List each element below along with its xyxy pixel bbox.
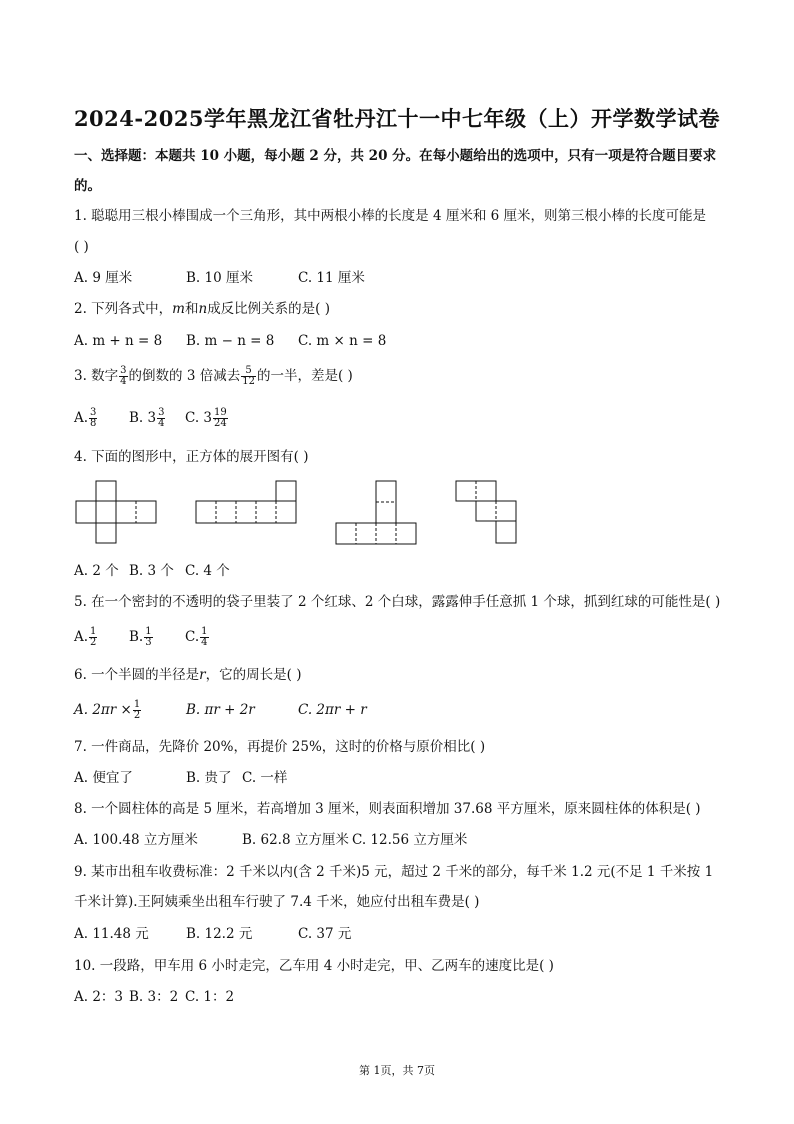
cube-net-1: [76, 481, 156, 543]
option-c: C. 一样: [242, 770, 288, 786]
question-2-text: 2. 下列各式中，m和n成反比例关系的是( ): [74, 301, 331, 317]
option-c: C. 37 元: [298, 926, 352, 942]
page-footer: 第 1页，共 7页: [359, 1064, 435, 1077]
option-c: C. $\frac{1}{4}$: [185, 626, 208, 648]
question-8-options: [74, 830, 467, 850]
question-2-options: [74, 331, 386, 351]
option-b: B. 贵了: [186, 770, 232, 786]
option-c: C. 12.56 立方厘米: [352, 832, 468, 848]
option-b: B. 3：2: [129, 989, 179, 1005]
page-title: 2024-2025学年黑龙江省牡丹江十一中七年级（上）开学数学试卷: [73, 106, 721, 131]
option-a: A. 100.48 立方厘米: [74, 832, 198, 848]
option-b: B. 10 厘米: [186, 270, 253, 286]
option-c: C. 11 厘米: [298, 270, 365, 286]
cube-nets-figure: [70, 478, 550, 548]
option-a: A. 2：3: [74, 989, 124, 1005]
option-c: C. 4 个: [185, 563, 230, 579]
option-a: A. $\frac{3}{8}$: [74, 407, 97, 429]
option-a: A. 2 个: [74, 563, 119, 579]
option-c: C. 3 $\frac{19}{24}$: [185, 407, 227, 429]
cube-net-4: [456, 481, 516, 543]
question-5-text: 5. 在一个密封的不透明的袋子里装了 2 个红球、2 个白球，露露伸手任意抓 1 个球，抓到红球的可能性是( ): [74, 594, 721, 610]
option-a: A. 便宜了: [74, 770, 133, 786]
option-b: B. $\frac{1}{3}$: [129, 626, 152, 648]
question-1-bracket: ( ): [74, 239, 89, 255]
option-c: C. 2πr + r: [298, 702, 367, 718]
question-6-options: [74, 700, 367, 721]
question-3-options: [74, 408, 229, 429]
question-5-options: [74, 627, 210, 648]
option-b: B. m − n = 8: [186, 333, 275, 349]
option-b: B. 62.8 立方厘米: [242, 832, 349, 848]
question-1-text: 1. 聪聪用三根小棒围成一个三角形，其中两根小棒的长度是 4 厘米和 6 厘米，则第三根小棒的长度可能是: [74, 208, 707, 224]
option-b: B. 3 个: [129, 563, 174, 579]
question-9-options: [74, 924, 351, 944]
question-8-text: 8. 一个圆柱体的高是 5 厘米，若高增加 3 厘米，则表面积增加 37.68 平方厘米，原来圆柱体的体积是( ): [74, 801, 701, 817]
option-b: B. 3 $\frac{3}{4}$: [129, 407, 165, 429]
cube-net-2: [196, 481, 296, 523]
question-9-text-line2: 千米计算).王阿姨乘坐出租车行驶了 7.4 千米，她应付出租车费是( ): [74, 894, 480, 910]
option-a: A. 11.48 元: [74, 926, 149, 942]
question-10-options: [74, 987, 234, 1007]
option-c: C. 1：2: [185, 989, 235, 1005]
fraction: $\frac{3}{4}$: [120, 365, 127, 387]
cube-net-3: [336, 481, 416, 544]
question-1-options: [74, 268, 365, 288]
question-4-text: 4. 下面的图形中，正方体的展开图有( ): [74, 449, 309, 465]
question-7-text: 7. 一件商品，先降价 20%，再提价 25%，这时的价格与原价相比( ): [74, 739, 486, 755]
section-heading-line1: 一、选择题：本题共 10 小题，每小题 2 分，共 20 分。在每小题给出的选项中，只有一项是符合题目要求: [74, 148, 717, 164]
option-a: A. 9 厘米: [74, 270, 133, 286]
question-6-text: 6. 一个半圆的半径是r，它的周长是( ): [74, 667, 302, 683]
option-b: B. πr + 2r: [186, 702, 255, 718]
section-heading-line2: 的。: [74, 178, 101, 194]
option-a: A. $\frac{1}{2}$: [74, 626, 97, 648]
question-9-text-line1: 9. 某市出租车收费标准：2 千米以内(含 2 千米)5 元，超过 2 千米的部分，每千米 1.2 元(不足 1 千米按 1: [74, 864, 714, 880]
option-a: A. m + n = 8: [74, 333, 163, 349]
question-10-text: 10. 一段路，甲车用 6 小时走完，乙车用 4 小时走完，甲、乙两车的速度比是( ): [74, 958, 554, 974]
option-b: B. 12.2 元: [186, 926, 253, 942]
fraction: $\frac{5}{12}$: [242, 365, 255, 387]
question-7-options: [74, 768, 287, 788]
option-c: C. m × n = 8: [298, 333, 387, 349]
question-4-options: [74, 561, 230, 581]
option-a: A. 2πr × $\frac{1}{2}$: [74, 699, 141, 721]
question-3-text: 3. 数字 $\frac{3}{4}$ 的倒数的 3 倍减去 $\frac{5}{12}$ 的一半，差是( ): [74, 365, 353, 387]
